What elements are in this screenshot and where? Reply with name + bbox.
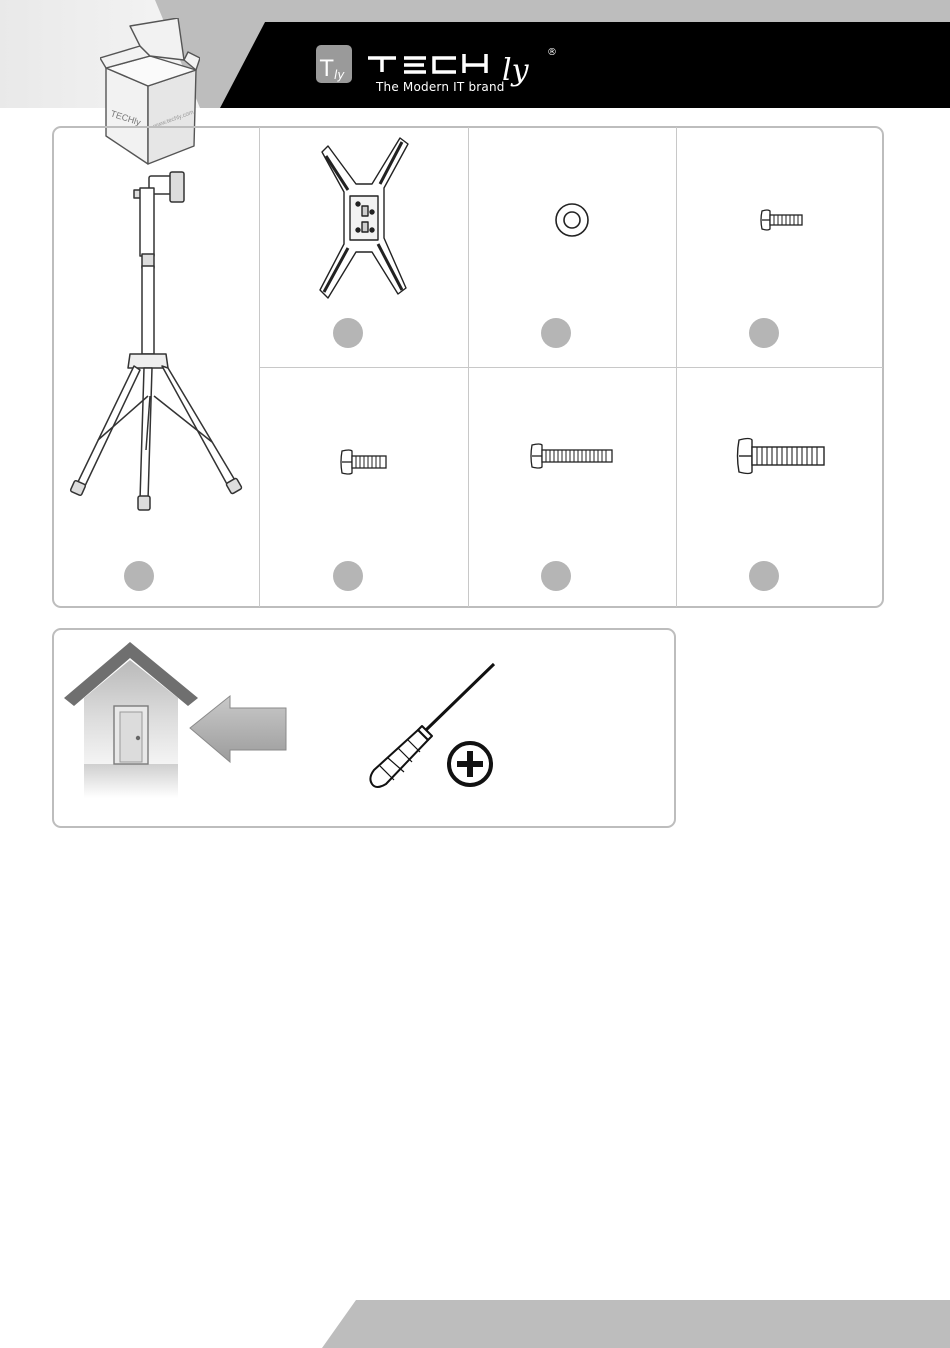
tripod-stand-icon xyxy=(62,170,252,515)
house-indoor-icon xyxy=(62,640,292,800)
part-number-badge xyxy=(541,561,571,591)
part-number-badge xyxy=(124,561,154,591)
phillips-screwdriver-icon xyxy=(366,660,498,792)
part-number-badge xyxy=(333,561,363,591)
long-screw-icon xyxy=(530,442,614,470)
grid-divider xyxy=(260,367,883,368)
brand-tagline: The Modern IT brand xyxy=(376,80,505,94)
part-number-badge xyxy=(749,318,779,348)
vesa-plate-icon xyxy=(312,134,416,302)
svg-text:T: T xyxy=(320,57,334,82)
part-number-badge xyxy=(749,561,779,591)
svg-text:ly: ly xyxy=(334,68,345,82)
svg-text:www.techly.com: www.techly.com xyxy=(152,109,195,130)
washer-icon xyxy=(554,202,590,238)
small-screw-icon xyxy=(760,208,804,232)
svg-text:TECHly: TECHly xyxy=(109,108,142,128)
medium-screw-icon xyxy=(340,448,388,476)
footer-band xyxy=(0,1298,950,1348)
part-number-badge xyxy=(333,318,363,348)
part-number-badge xyxy=(541,318,571,348)
registered-mark: ® xyxy=(547,47,557,58)
svg-text:ly: ly xyxy=(502,53,529,88)
large-screw-icon xyxy=(736,436,826,476)
